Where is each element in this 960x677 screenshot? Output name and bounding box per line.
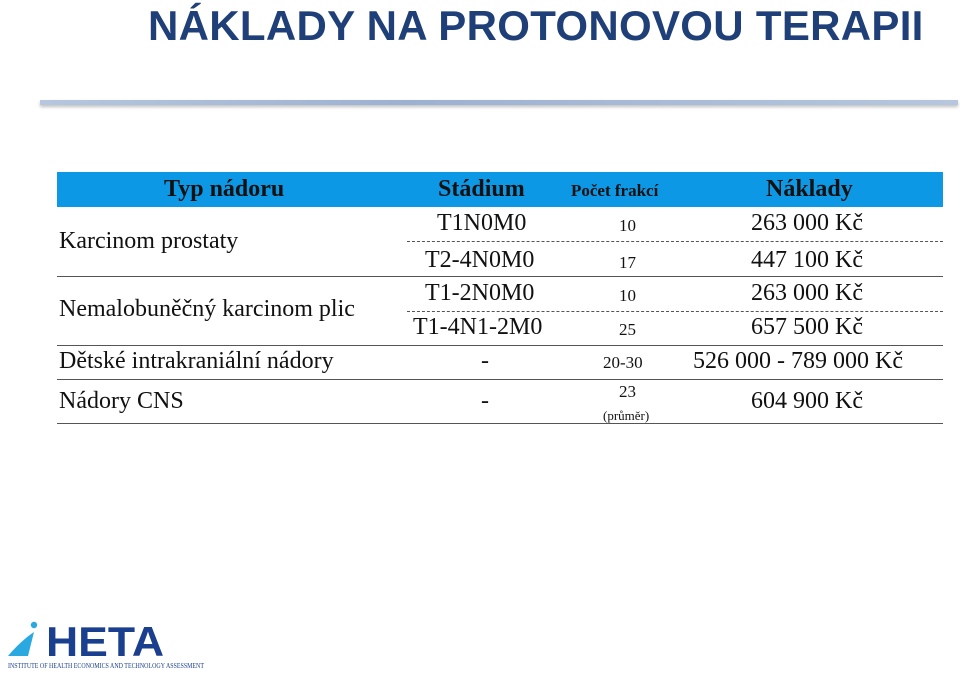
stage-cell: T1N0M0 xyxy=(437,210,527,236)
logo-dot xyxy=(31,622,37,628)
fractions-cell: 10 xyxy=(619,286,636,305)
stage-cell: T1-2N0M0 xyxy=(425,280,535,306)
tumor-type: Karcinom prostaty xyxy=(59,228,239,254)
stage-cell: - xyxy=(481,388,489,414)
stage-cell: - xyxy=(481,348,489,374)
header-stage: Stádium xyxy=(438,176,525,202)
stage-cell: T2-4N0M0 xyxy=(425,247,535,273)
logo-subtitle: INSTITUTE OF HEALTH ECONOMICS AND TECHNOLOGY ASSESSMENT xyxy=(8,661,205,670)
row-divider xyxy=(57,423,943,424)
fractions-cell: 25 xyxy=(619,320,636,339)
cost-cell: 447 100 Kč xyxy=(751,247,863,273)
table-header xyxy=(57,172,943,207)
cost-cell: 263 000 Kč xyxy=(751,210,863,236)
tumor-type: Nemalobuněčný karcinom plic xyxy=(59,296,355,322)
fractions-note: (průměr) xyxy=(603,408,650,423)
header-tumor-type: Typ nádoru xyxy=(164,176,285,202)
slide-title: NÁKLADY NA PROTONOVOU TERAPII xyxy=(148,2,924,49)
fractions-cell: 20-30 xyxy=(603,353,643,372)
header-costs: Náklady xyxy=(766,176,853,202)
heta-logo-graphic xyxy=(6,612,206,672)
fractions-cell: 10 xyxy=(619,216,636,235)
title-divider xyxy=(40,100,958,105)
row-divider xyxy=(407,241,943,242)
heta-logo xyxy=(6,612,206,672)
tumor-type: Dětské intrakraniální nádory xyxy=(59,348,334,374)
fractions-cell: 17 xyxy=(619,253,636,272)
row-divider xyxy=(57,379,943,380)
cost-cell: 657 500 Kč xyxy=(751,314,863,340)
cost-cell: 263 000 Kč xyxy=(751,280,863,306)
cost-cell: 604 900 Kč xyxy=(751,388,863,414)
stage-cell: T1-4N1-2M0 xyxy=(413,314,543,340)
header-fractions: Počet frakcí xyxy=(571,181,659,200)
logo-wordmark: HETA xyxy=(46,618,164,665)
row-divider xyxy=(57,276,943,277)
row-divider xyxy=(57,345,943,346)
fractions-cell: 23 xyxy=(619,382,636,401)
logo-swoosh xyxy=(8,632,34,656)
row-divider xyxy=(407,311,943,312)
tumor-type: Nádory CNS xyxy=(59,388,184,414)
cost-cell: 526 000 - 789 000 Kč xyxy=(693,348,903,374)
